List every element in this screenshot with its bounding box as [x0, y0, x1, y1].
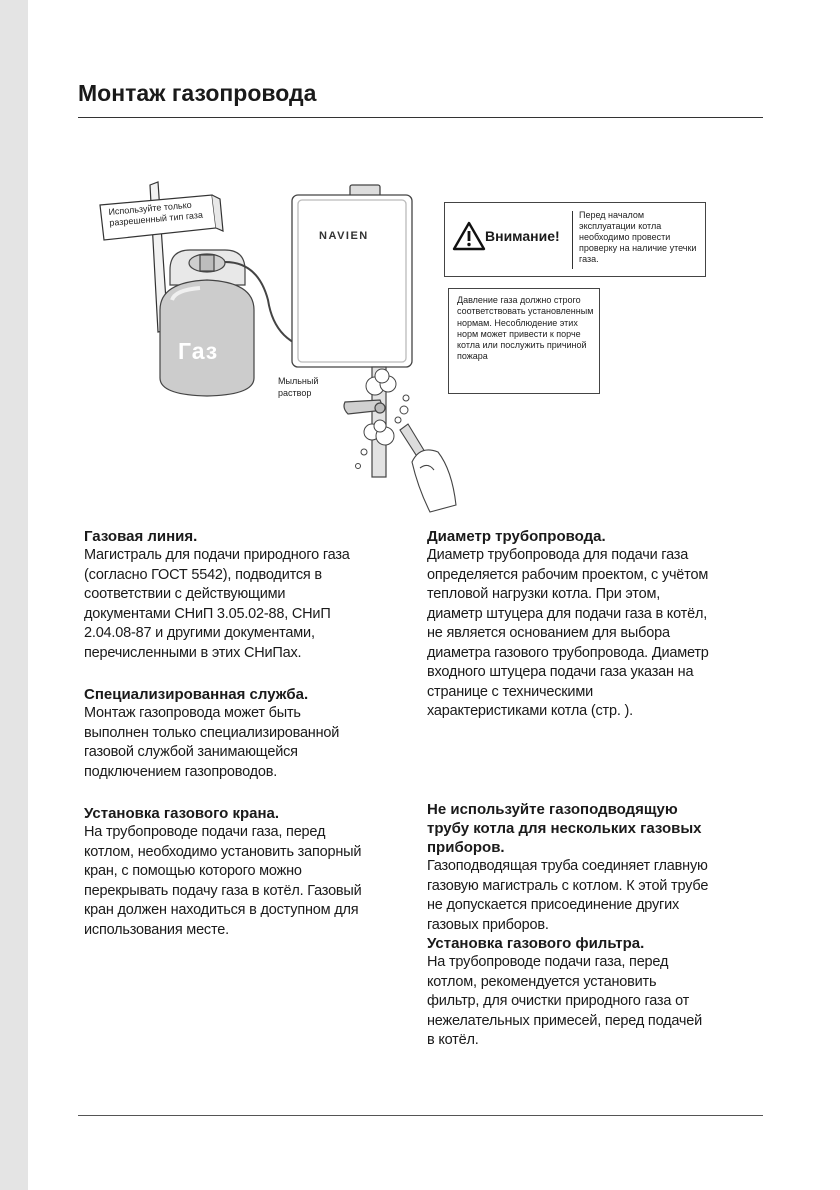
section-gas-line	[84, 527, 366, 663]
soap-solution-label: Мыльный раствор	[278, 376, 319, 398]
section-title: Установка газового фильтра.	[427, 935, 645, 952]
warning-title: Внимание!	[485, 228, 560, 244]
section-text: Монтаж газопровода может быть выполнен только специализированной газовой службой занимающейся подключением газопроводов.	[84, 705, 340, 780]
section-specialized-service	[84, 685, 366, 782]
section-text: На трубопроводе подачи газа, перед котлом, необходимо установить запорный кран, с помощью которого можно перекрывать подачу газа в котёл. Газовый кран должен находиться в доступном для использования месте.	[84, 824, 362, 938]
section-title: Специализированная служба.	[84, 686, 309, 703]
warning-box	[444, 202, 706, 277]
pressure-note-text: Давление газа должно строго соответствовать установленным нормам. Несоблюдение этих норм может привести к порче котла или послужить причиной пожара	[457, 295, 594, 362]
section-title: Не используйте газоподводящую трубу котла для нескольких газовых приборов.	[427, 801, 702, 856]
pressure-note-box	[448, 288, 600, 394]
section-text: На трубопроводе подачи газа, перед котлом, рекомендуется установить фильтр, для очистки природного газа от нежелательных примесей, перед подачей в котёл.	[427, 954, 703, 1048]
section-no-shared-pipe	[427, 800, 709, 935]
boiler-brand: NAVIEN	[319, 230, 369, 242]
footer-rule	[78, 1115, 763, 1116]
section-text: Магистраль для подачи природного газа (согласно ГОСТ 5542), подводится в соответствии с действующими документами СНиП 3.05.02-88, СНиП 2.04.08-87 и другими документами, перечисленными в этих СНиПах.	[84, 547, 350, 661]
section-title: Газовая линия.	[84, 528, 198, 545]
warning-icon	[452, 220, 486, 252]
section-text: Диаметр трубопровода для подачи газа определяется рабочим проектом, с учётом тепловой нагрузки котла. При этом, диаметр штуцера для подачи газа в котёл, не является основанием для выбора диаметра газового трубопровода. Диаметр входного штуцера подачи газа указан на странице с техническими характеристиками котла (стр. ).	[427, 547, 709, 719]
gas-cylinder	[160, 250, 254, 396]
section-text: Газоподводящая труба соединяет главную газовую магистраль с котлом. К этой трубе не допускается присоединение других газовых приборов.	[427, 858, 709, 933]
warning-text: Перед началом эксплуатации котла необходимо провести проверку на наличие утечки газа.	[579, 210, 697, 264]
sign-text: Используйте только разрешенный тип газа	[108, 199, 204, 228]
section-title: Диаметр трубопровода.	[427, 528, 606, 545]
section-gas-filter	[427, 934, 709, 1051]
cylinder-label: Газ	[178, 338, 219, 364]
page-title: Монтаж газопровода	[78, 80, 317, 106]
section-gas-valve	[84, 804, 366, 940]
side-strip	[0, 0, 28, 1190]
brush-hand	[400, 424, 456, 512]
boiler	[292, 185, 412, 367]
section-pipe-diameter	[427, 527, 709, 722]
warning-separator	[572, 211, 573, 269]
header-rule	[78, 117, 763, 118]
section-title: Установка газового крана.	[84, 805, 280, 822]
